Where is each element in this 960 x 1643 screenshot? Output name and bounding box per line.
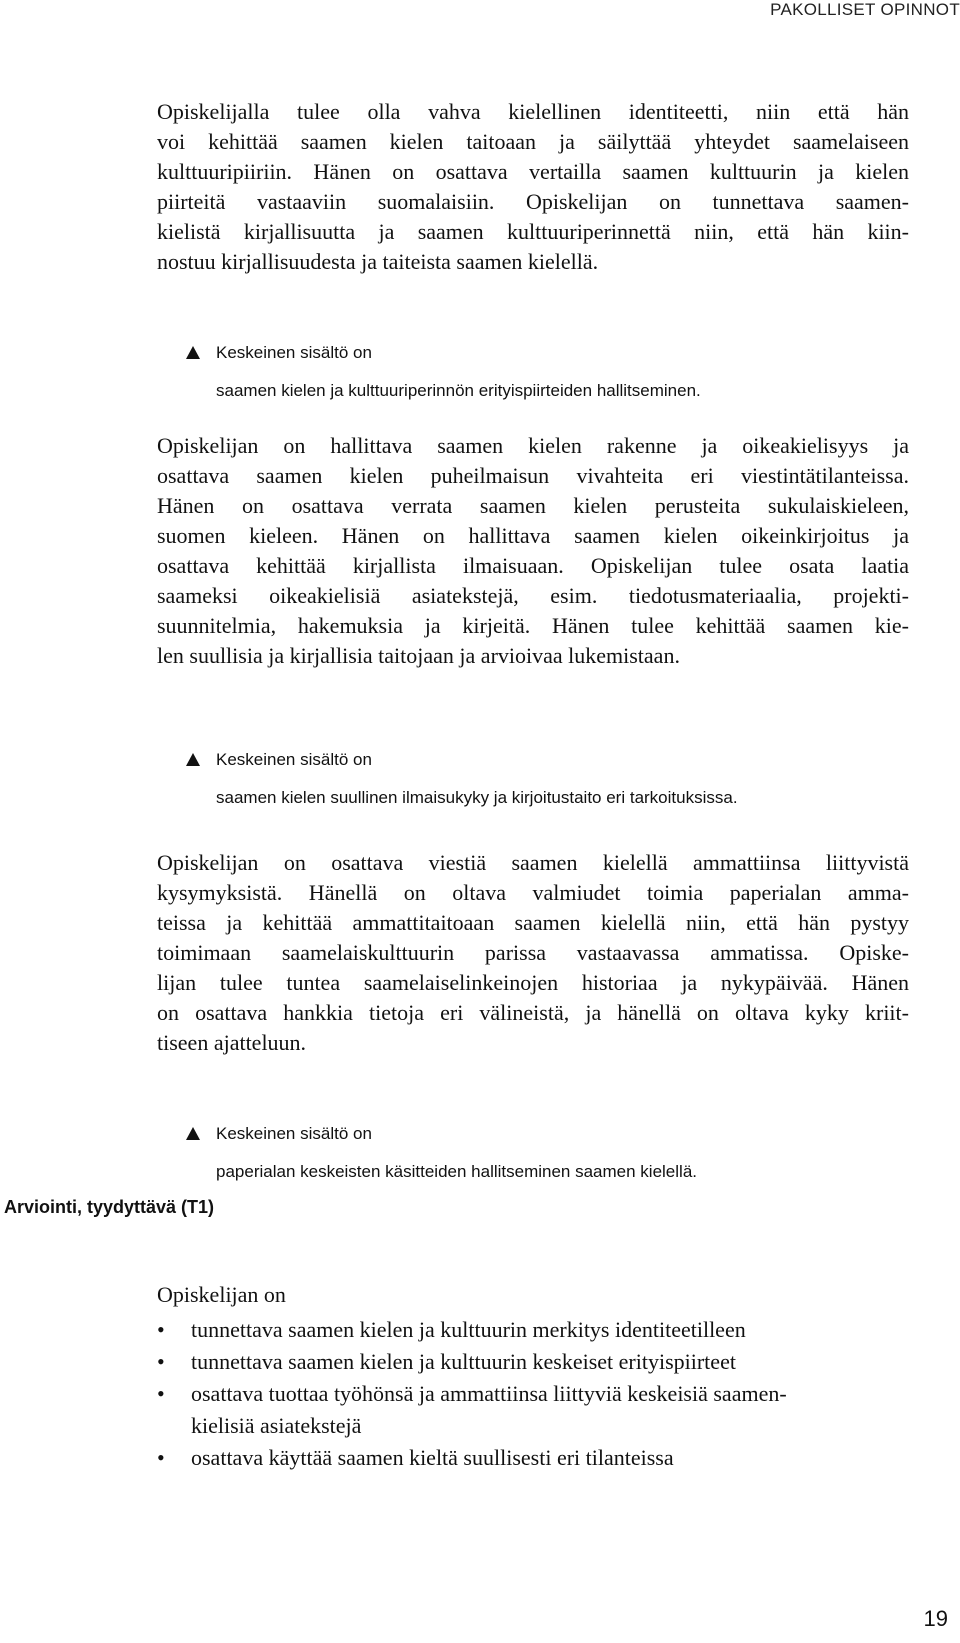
text-line: piirteitä vastaaviin suomalaisiin. Opiskelijan on tunnettava saamen-: [157, 189, 909, 214]
list-item: [157, 1314, 909, 1346]
text-line: Opiskelijan on hallittava saamen kielen rakenne ja oikeakielisyys ja: [157, 433, 909, 458]
text-line: len suullisia ja kirjallisia taitojaan ja arvioivaa lukemistaan.: [157, 643, 680, 668]
bullet-icon: •: [157, 1445, 165, 1470]
text-line: on osattava hankkia tietoja eri välineistä, ja hänellä on oltava kyky kriit-: [157, 1000, 909, 1025]
key-content-title: Keskeinen sisältö on: [216, 1124, 372, 1143]
list-item: [157, 1442, 909, 1474]
text-line: voi kehittää saamen kielen taitoaan ja säilyttää yhteydet saamelaiseen: [157, 129, 909, 154]
text-line: Opiskelijan on osattava viestiä saamen kielellä ammattiinsa liittyvistä: [157, 850, 909, 875]
text-line: teissa ja kehittää ammattitaitoaan saamen kielellä niin, että hän pystyy: [157, 910, 909, 935]
text-line: lijan tulee tuntea saamelaiselinkeinojen historiaa ja nykypäivää. Hänen: [157, 970, 909, 995]
assessment-criteria-list: [157, 1314, 909, 1474]
list-item-text: kielisiä asiatekstejä: [191, 1413, 362, 1438]
list-item-text: osattava tuottaa työhönsä ja ammattiinsa liittyviä keskeisiä saamen-: [191, 1381, 787, 1406]
list-item-text: tunnettava saamen kielen ja kulttuurin keskeiset erityispiirteet: [191, 1349, 736, 1374]
text-line: toimimaan saamelaiskulttuurin parissa vastaavassa ammatissa. Opiske-: [157, 940, 909, 965]
text-line: suomen kieleen. Hänen on hallittava saamen kielen oikeinkirjoitus ja: [157, 523, 909, 548]
text-line: saameksi oikeakielisiä asiatekstejä, esim. tiedotusmateriaalia, projekti-: [157, 583, 909, 608]
assessment-heading: Arviointi, tyydyttävä (T1): [4, 1197, 215, 1217]
bullet-icon: •: [157, 1381, 165, 1406]
list-item-text: osattava käyttää saamen kieltä suullisesti eri tilanteissa: [191, 1445, 674, 1470]
bullet-icon: •: [157, 1349, 165, 1374]
key-content-title: Keskeinen sisältö on: [216, 343, 372, 362]
text-line: kielistä kirjallisuutta ja saamen kulttuuriperinnettä niin, että hän kiin-: [157, 219, 909, 244]
paragraph-profession: [157, 848, 909, 1058]
key-content-title: Keskeinen sisältö on: [216, 750, 372, 769]
text-line: kulttuuripiiriin. Hänen on osattava vertailla saamen kulttuurin ja kielen: [157, 159, 909, 184]
text-line: Hänen on osattava verrata saamen kielen perusteita sukulaiskieleen,: [157, 493, 909, 518]
assessment-intro: Opiskelijan on: [157, 1282, 286, 1307]
text-line: nostuu kirjallisuudesta ja taiteista saamen kielellä.: [157, 249, 599, 274]
key-content-text: saamen kielen ja kulttuuriperinnön erityispiirteiden hallitseminen.: [216, 381, 701, 400]
list-item: [157, 1378, 909, 1442]
page-number: 19: [923, 1606, 948, 1631]
text-line: Opiskelijalla tulee olla vahva kielellinen identiteetti, niin että hän: [157, 99, 909, 124]
bullet-icon: •: [157, 1317, 165, 1342]
list-item-text: tunnettava saamen kielen ja kulttuurin merkitys identiteetilleen: [191, 1317, 746, 1342]
triangle-bullet-icon: [186, 1127, 200, 1140]
text-line: kysymyksistä. Hänellä on oltava valmiudet toimia paperialan amma-: [157, 880, 909, 905]
triangle-bullet-icon: [186, 753, 200, 766]
text-line: tiseen ajatteluun.: [157, 1030, 307, 1055]
key-content-text: paperialan keskeisten käsitteiden hallitseminen saamen kielellä.: [216, 1162, 697, 1181]
paragraph-language-skills: [157, 431, 909, 671]
key-content-text: saamen kielen suullinen ilmaisukyky ja kirjoitustaito eri tarkoituksissa.: [216, 788, 738, 807]
text-line: osattava saamen kielen puheilmaisun vivahteita eri viestintätilanteissa.: [157, 463, 909, 488]
text-line: suunnitelmia, hakemuksia ja kirjeitä. Hänen tulee kehittää saamen kie-: [157, 613, 909, 638]
triangle-bullet-icon: [186, 346, 200, 359]
list-item: [157, 1346, 909, 1378]
text-line: osattava kehittää kirjallista ilmaisuaan. Opiskelijan tulee osata laatia: [157, 553, 909, 578]
paragraph-identity: [157, 97, 909, 277]
running-header: PAKOLLISET OPINNOT: [770, 0, 960, 19]
